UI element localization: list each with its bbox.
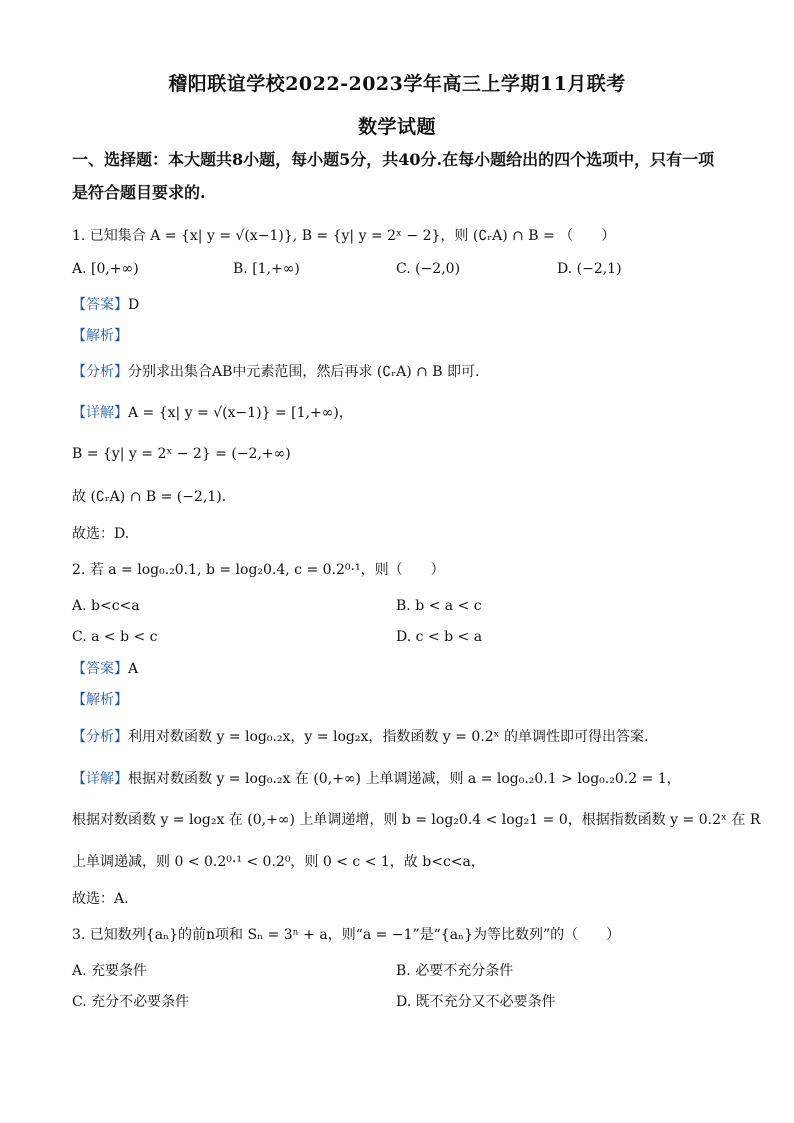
q2-stem: 2. 若 a = log₀.₂0.1, b = log₂0.4, c = 0.2⁰·¹，则（ ） xyxy=(72,562,445,578)
q1-choose: 故选：D. xyxy=(72,526,130,542)
q1-option-b: B. [1,+∞) xyxy=(233,261,300,277)
q1-detail-1: 【详解】A = {x| y = √(x−1)} = [1,+∞)， xyxy=(72,405,353,421)
section-heading-line1: 一、选择题：本大题共8小题，每小题5分，共40分.在每小题给出的四个选项中，只有一项 xyxy=(72,150,715,169)
page-title: 稽阳联谊学校2022-2023学年高三上学期11月联考 xyxy=(168,73,626,95)
q1-analysis: 【分析】分别求出集合AB中元素范围，然后再求 (∁ᵣA) ∩ B 即可. xyxy=(72,364,480,380)
q2-jiexi-label: 【解析】 xyxy=(72,692,128,708)
page-subtitle: 数学试题 xyxy=(357,116,436,138)
q1-option-a: A. [0,+∞) xyxy=(72,261,139,277)
q3-option-c: C. 充分不必要条件 xyxy=(72,994,190,1010)
q2-analysis: 【分析】利用对数函数 y = log₀.₂x，y = log₂x，指数函数 y = 0.2ˣ 的单调性即可得出答案. xyxy=(72,729,649,745)
q2-option-b: B. b < a < c xyxy=(396,598,482,614)
q2-detail-3: 上单调递减，则 0 < 0.2⁰·¹ < 0.2⁰，则 0 < c < 1，故 b<c<a， xyxy=(72,854,485,870)
q3-option-d: D. 既不充分又不必要条件 xyxy=(396,994,556,1010)
q2-option-a: A. b<c<a xyxy=(72,598,140,614)
q1-answer: 【答案】D xyxy=(72,297,140,313)
q2-choose: 故选：A. xyxy=(72,891,129,907)
q1-option-d: D. (−2,1) xyxy=(557,261,622,277)
q2-answer: 【答案】A xyxy=(72,661,139,677)
q2-detail-1: 【详解】根据对数函数 y = log₀.₂x 在 (0,+∞) 上单调递减，则 a = log₀.₂0.1 > log₀.₂0.2 = 1， xyxy=(72,771,681,787)
q2-option-c: C. a < b < c xyxy=(72,629,158,645)
q1-option-c: C. (−2,0) xyxy=(396,261,461,277)
q3-option-b: B. 必要不充分条件 xyxy=(396,963,514,979)
q1-detail-3: 故 (∁ᵣA) ∩ B = (−2,1). xyxy=(72,489,227,505)
q2-detail-2: 根据对数函数 y = log₂x 在 (0,+∞) 上单调递增，则 b = log₂0.4 < log₂1 = 0，根据指数函数 y = 0.2ˣ 在 R xyxy=(72,812,761,828)
q1-detail-2: B = {y| y = 2ˣ − 2} = (−2,+∞) xyxy=(72,446,291,462)
q1-stem: 1. 已知集合 A = {x| y = √(x−1)}, B = {y| y = 2ˣ − 2}，则 (∁ᵣA) ∩ B = （ ） xyxy=(72,228,616,244)
q3-option-a: A. 充要条件 xyxy=(72,963,148,979)
q3-stem: 3. 已知数列{aₙ}的前n项和 Sₙ = 3ⁿ + a，则“a = −1”是“{aₙ}为等比数列”的（ ） xyxy=(72,927,621,943)
q1-jiexi-label: 【解析】 xyxy=(72,328,128,344)
q2-option-d: D. c < b < a xyxy=(396,629,483,645)
section-heading-line2: 是符合题目要求的. xyxy=(72,183,206,202)
